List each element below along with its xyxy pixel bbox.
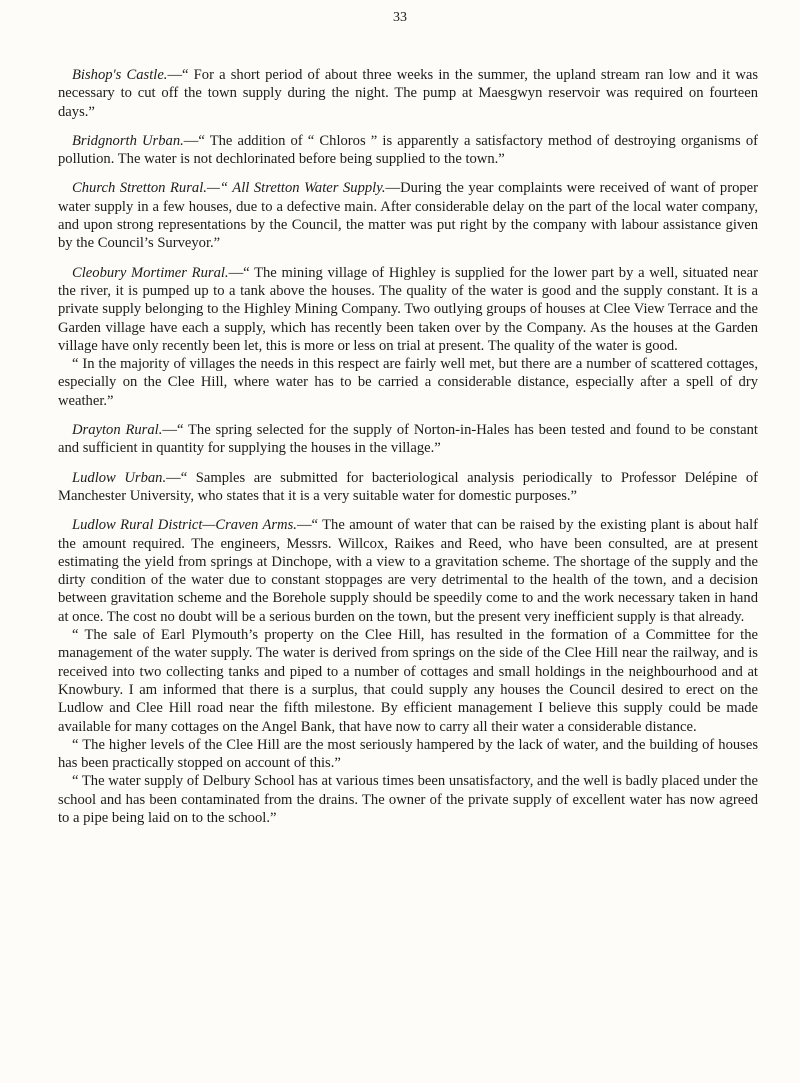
entry-text: —“ Samples are submitted for bacteriological analysis periodically to Professor Delépine of Manchester University, who states that it is a very suitable water for domestic purposes.”: [58, 469, 759, 504]
entry-ludlow-urban: [58, 469, 758, 506]
entry-bridgnorth-urban: [58, 132, 758, 169]
entry-paragraph: “ The sale of Earl Plymouth’s property on the Clee Hill, has resulted in the formation of a Committee for the management of the water supply. The water is derived from springs on the side of the Clee Hill near the railway, and is received into two collecting tanks and piped to a number of cottages and small holdings in the neighbourhood and at Knowbury. I am informed that there is a surplus, that could supply any houses the Council desired to erect on the Ludlow and Clee Hill road near the fifth milestone. By efficient management I believe this supply could be made available for many cottages on the Angel Bank, that have now to carry all their water a considerable distance.: [58, 627, 758, 735]
entry-name: Bridgnorth Urban.: [72, 132, 184, 149]
entry-name: Ludlow Rural District—Craven Arms.: [72, 517, 297, 534]
entry-text: —“ The mining village of Highley is supplied for the lower part by a well, situated near the river, it is pumped up to a tank above the houses. The quality of the water is good and the supply constant. It is a private supply belonging to the Highley Mining Company. Two outlying groups of houses at Clee View Terrace and the Garden village have each a supply, which has recently been taken over by the Company. As the houses at the Garden village have only recently been let, this is more or less on trial at present. The quality of the water is good.: [58, 264, 758, 354]
entry-bishops-castle: [58, 66, 758, 121]
page-number: 33: [393, 10, 407, 25]
entry-paragraph: “ In the majority of villages the needs in this respect are fairly well met, but there are a number of scattered cottages, especially on the Clee Hill, where water has to be carried a considerable distance, especially after a spell of dry weather.”: [58, 356, 758, 409]
entry-paragraph: “ The higher levels of the Clee Hill are the most seriously hampered by the lack of water, and the building of houses has been practically stopped on account of this.”: [58, 736, 758, 772]
entry-ludlow-rural-craven-arms: [58, 516, 758, 626]
entry-text: —During the year complaints were received of want of proper water supply in a few houses, due to a defective main. After considerable delay on the part of the local water company, and upon strong representations by the Council, the matter was put right by the company with labour assistance given by the Council’s Surveyor.”: [58, 180, 758, 252]
document-body: [58, 66, 758, 827]
entry-text: —“ The addition of “ Chloros ” is apparently a satisfactory method of destroying organisms of pollution. The water is not dechlorinated before being supplied to the town.”: [58, 132, 758, 168]
entry-name: Cleobury Mortimer Rural.: [72, 264, 229, 281]
entry-name: Bishop's Castle.: [72, 67, 168, 83]
entry-paragraph: “ The water supply of Delbury School has at various times been unsatisfactory, and the well is badly placed under the school and has been contaminated from the drains. The owner of the private supply of excellent water has now agreed to a pipe being laid on to the school.”: [58, 773, 758, 826]
entry-text: —“ For a short period of about three weeks in the summer, the upland stream ran low and it was necessary to cut off the town supply during the night. The pump at Maesgwyn reservoir was required on fourteen days.”: [58, 67, 759, 120]
entry-text: —“ The amount of water that can be raised by the existing plant is about half the amount required. The engineers, Messrs. Willcox, Raikes and Reed, who have been consulted, are at present estimating the yield from springs at Dinchope, with a view to a gravitation scheme. The shortage of the supply and the dirty condition of the water due to constant stoppages are very detrimental to the health of the town, and a decision between gravitation scheme and the Borehole supply should be speedily come to and the work necessary taken in hand at once. The cost no doubt will be a serious burden on the town, but the present very inefficient supply is that already.: [58, 517, 758, 625]
entry-cleobury-mortimer-rural: [58, 264, 758, 355]
entry-name: Church Stretton Rural.—“ All Stretton Water Supply.: [72, 180, 386, 197]
entry-name: Ludlow Urban.: [72, 469, 167, 486]
entry-church-stretton-rural: [58, 179, 758, 252]
entry-text: —“ The spring selected for the supply of Norton-in-Hales has been tested and found to be constant and sufficient in quantity for supplying the houses in the village.”: [58, 422, 758, 457]
entry-name: Drayton Rural.: [72, 422, 163, 439]
entry-drayton-rural: [58, 421, 758, 458]
